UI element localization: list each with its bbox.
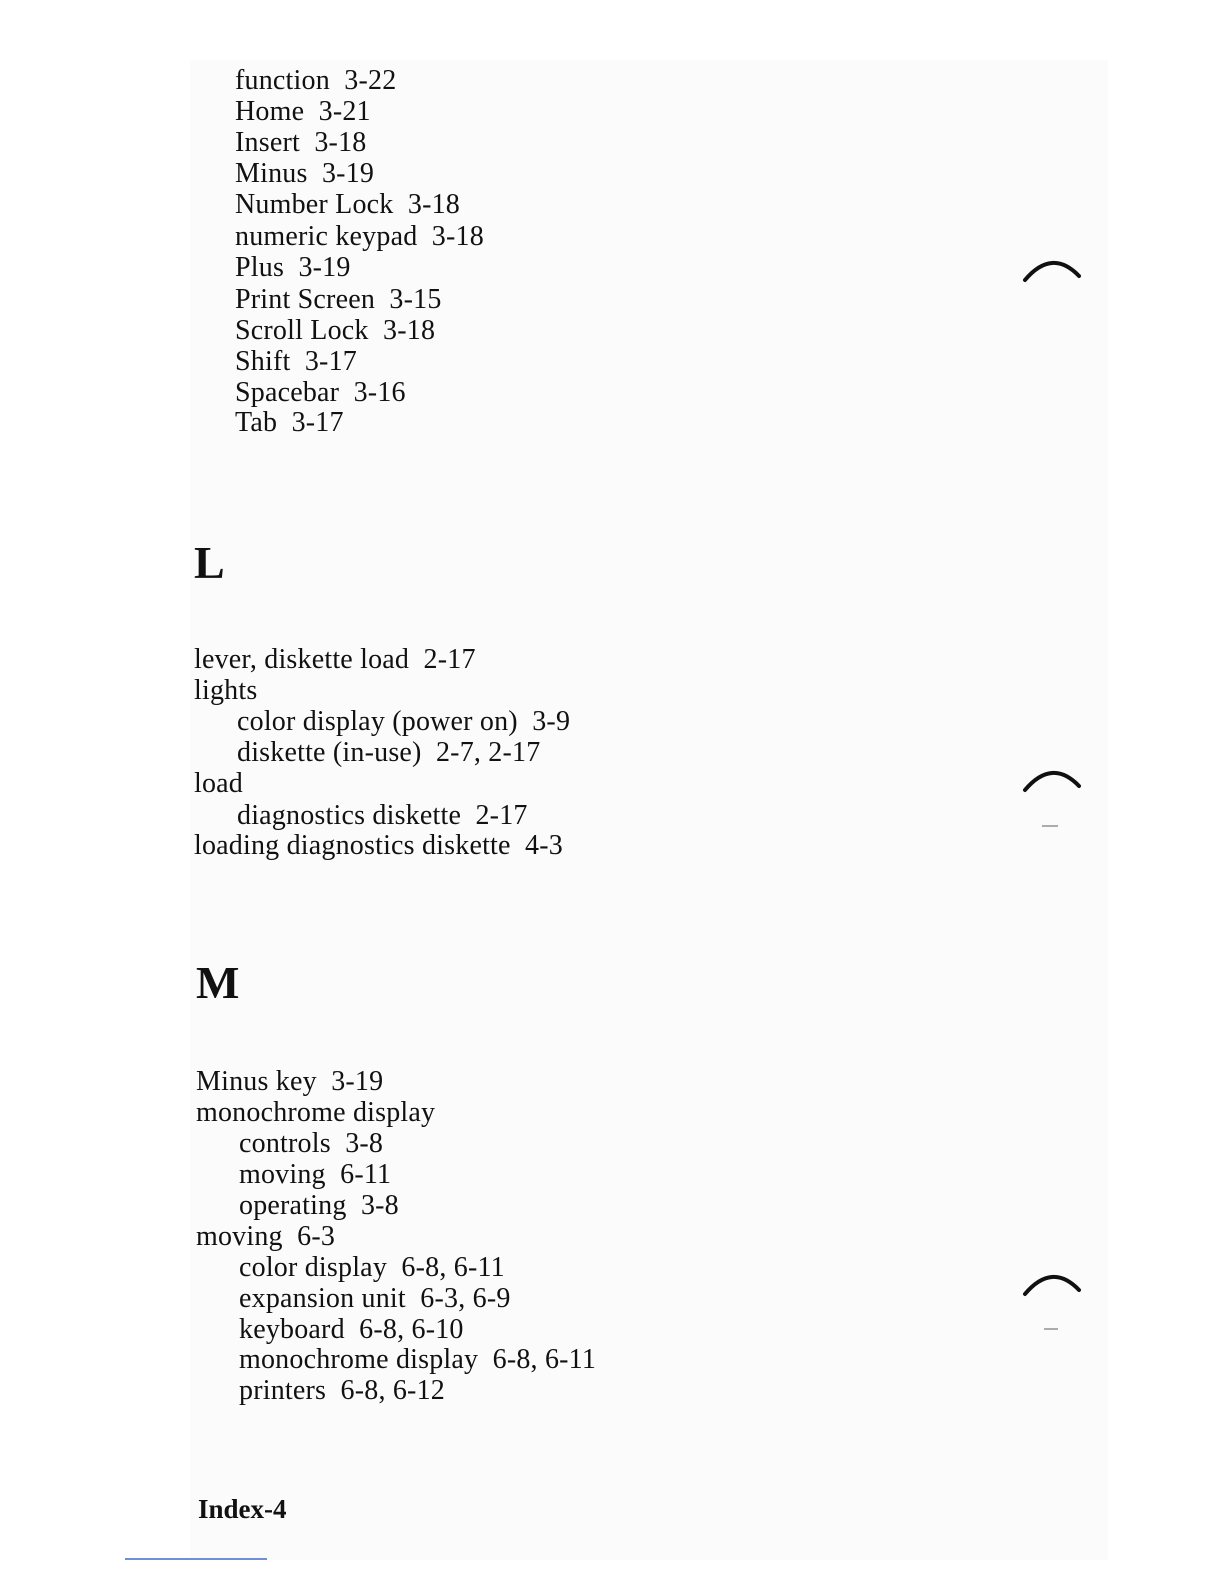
index-entry: loading diagnostics diskette 4-3 [194, 830, 563, 861]
section-heading-l: L [194, 537, 225, 588]
index-subentry: Tab 3-17 [235, 407, 344, 438]
index-entry: lever, diskette load 2-17 [194, 644, 476, 675]
index-subentry: monochrome display 6-8, 6-11 [239, 1344, 597, 1375]
binder-hole-mark-icon [1022, 1268, 1082, 1298]
index-entry: monochrome display [196, 1097, 436, 1128]
index-entry: load [194, 768, 244, 799]
index-entry: lights [194, 675, 258, 706]
index-subentry: expansion unit 6-3, 6-9 [239, 1283, 511, 1314]
index-subentry: numeric keypad 3-18 [235, 221, 484, 252]
index-subentry: color display 6-8, 6-11 [239, 1252, 505, 1283]
page-number: Index-4 [198, 1494, 287, 1524]
binder-hole-mark-icon [1022, 254, 1082, 284]
binder-hole-mark-icon [1022, 764, 1082, 794]
index-subentry: printers 6-8, 6-12 [239, 1375, 445, 1406]
index-entry: moving 6-3 [196, 1221, 336, 1252]
index-subentry: Shift 3-17 [235, 346, 357, 377]
index-subentry: diagnostics diskette 2-17 [237, 800, 528, 831]
section-heading-m: M [196, 957, 240, 1008]
index-subentry: Plus 3-19 [235, 252, 351, 283]
index-subentry: Minus 3-19 [235, 158, 375, 189]
index-subentry: Insert 3-18 [235, 127, 367, 158]
index-subentry: function 3-22 [235, 65, 397, 96]
index-subentry: Number Lock 3-18 [235, 189, 461, 220]
index-subentry: operating 3-8 [239, 1190, 399, 1221]
index-subentry: Print Screen 3-15 [235, 284, 442, 315]
binder-hole-tick-icon [1040, 824, 1060, 828]
index-subentry: keyboard 6-8, 6-10 [239, 1314, 464, 1345]
index-subentry: color display (power on) 3-9 [237, 706, 571, 737]
index-entry: Minus key 3-19 [196, 1066, 384, 1097]
bottom-rule-divider [125, 1558, 267, 1560]
index-subentry: moving 6-11 [239, 1159, 392, 1190]
index-subentry: Spacebar 3-16 [235, 377, 406, 408]
index-subentry: Scroll Lock 3-18 [235, 315, 436, 346]
binder-hole-tick-icon [1040, 1327, 1060, 1331]
index-subentry: Home 3-21 [235, 96, 371, 127]
index-subentry: diskette (in-use) 2-7, 2-17 [237, 737, 541, 768]
index-subentry: controls 3-8 [239, 1128, 384, 1159]
